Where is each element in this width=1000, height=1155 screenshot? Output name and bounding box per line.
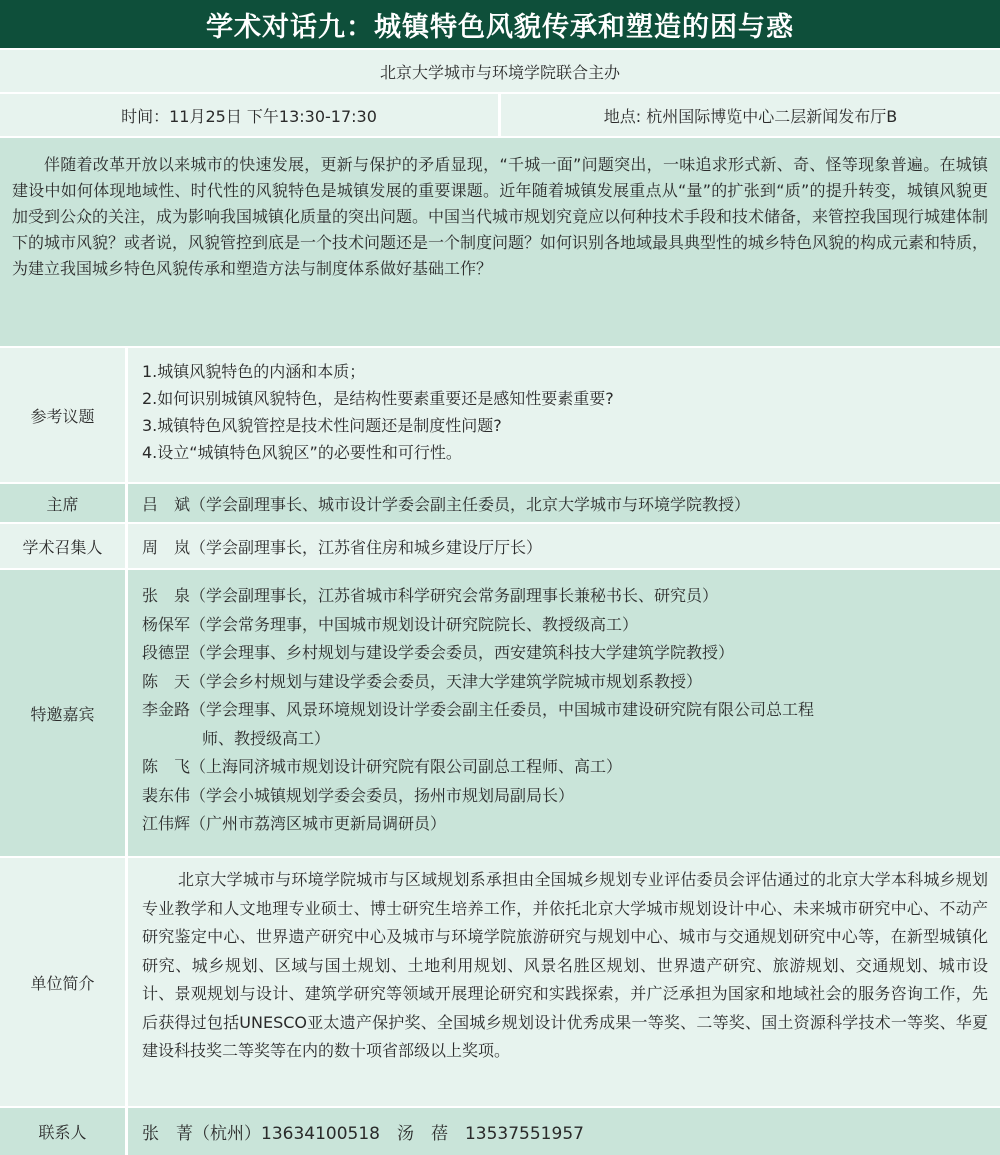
contact-label: 联系人 [0, 1108, 128, 1155]
time-location-row [0, 94, 1000, 136]
page-title: 学术对话九：城镇特色风貌传承和塑造的困与惑 [0, 0, 1000, 48]
convener-row [0, 524, 1000, 568]
chair-label: 主席 [0, 484, 128, 522]
guests-label: 特邀嘉宾 [0, 570, 128, 856]
topics-label: 参考议题 [0, 348, 128, 482]
convener-text: 周 岚（学会副理事长，江苏省住房和城乡建设厅厅长） [142, 537, 543, 557]
convener-label: 学术召集人 [0, 524, 128, 568]
guests-list [128, 570, 1000, 856]
topic-item: 3.城镇特色风貌管控是技术性问题还是制度性问题? [142, 416, 502, 435]
contact-row [0, 1108, 1000, 1155]
unit-label: 单位简介 [0, 858, 128, 1106]
topics-list [128, 348, 1000, 482]
event-location: 地点: 杭州国际博览中心二层新闻发布厅B [603, 106, 898, 126]
guest-item: 裴东伟（学会小城镇规划学委会委员，扬州市规划局副局长） [142, 785, 575, 805]
guest-item: 张 泉（学会副理事长，江苏省城市科学研究会常务副理事长兼秘书长、研究员） [142, 586, 719, 605]
intro-paragraph: 伴随着改革开放以来城市的快速发展，更新与保护的矛盾显现，“千城一面”问题突出，一味追求形式新、奇、怪等现象普遍。在城镇建设中如何体现地域性、时代性的风貌特色是城镇发展的重要课题。近年随着城镇发展重点从“量”的扩张到“质”的提升转变，城镇风貌更加受到公众的关注，成为影响我国城镇化质量的突出问题。中国当代城市规划究竟应以何种技术手段和技术储备，来管控我国现行城建体制下的城市风貌？或者说，风貌管控到底是一个技术问题还是一个制度问题？如何识别各地域最具典型性的城乡特色风貌的构成元素和特质，为建立我国城乡特色风貌传承和塑造方法与制度体系做好基础工作？ [0, 138, 1000, 346]
topics-row [0, 348, 1000, 482]
guest-item: 李金路（学会理事、风景环境规划设计学委会副主任委员，中国城市建设研究院有限公司总工程 [142, 700, 815, 719]
topic-item: 1.城镇风貌特色的内涵和本质； [142, 362, 366, 381]
unit-row [0, 858, 1000, 1106]
organizer-line: 北京大学城市与环境学院联合主办 [0, 50, 1000, 92]
guest-item: 陈 飞（上海同济城市规划设计研究院有限公司副总工程师、高工） [142, 757, 623, 776]
contact-text: 张 菁（杭州）13634100518 汤 蓓 13537551957 [142, 1124, 584, 1144]
chair-text: 吕 斌（学会副理事长、城市设计学委会副主任委员，北京大学城市与环境学院教授） [142, 494, 751, 514]
event-time: 时间：11月25日 下午13:30-17:30 [0, 94, 501, 136]
chair-row [0, 484, 1000, 522]
guest-item: 段德罡（学会理事、乡村规划与建设学委会委员，西安建筑科技大学建筑学院教授） [142, 643, 735, 662]
guest-item: 江伟辉（广州市荔湾区城市更新局调研员） [142, 814, 447, 833]
topic-item: 4.设立“城镇特色风貌区”的必要性和可行性。 [142, 443, 462, 462]
guest-item: 陈 天（学会乡村规划与建设学委会委员，天津大学建筑学院城市规划系教授） [142, 671, 703, 691]
guest-item: 杨保军（学会常务理事，中国城市规划设计研究院院长、教授级高工） [142, 614, 639, 634]
unit-text: 北京大学城市与环境学院城市与区域规划系承担由全国城乡规划专业评估委员会评估通过的北京大学本科城乡规划专业教学和人文地理专业硕士、博士研究生培养工作，并依托北京大学城市规划设计中心、未来城市研究中心、不动产研究鉴定中心、世界遗产研究中心及城市与环境学院旅游研究与规划中心、城市与交通规划研究中心等，在新型城镇化研究、城乡规划、区域与国土规划、土地利用规划、风景名胜区规划、世界遗产研究、旅游规划、交通规划、城市设计、景观规划与设计、建筑学研究等领域开展理论研究和实践探索，并广泛承担为国家和地域社会的服务咨询工作，先后获得过包括UNESCO亚太遗产保护奖、全国城乡规划设计优秀成果一等奖、二等奖、国土资源科学技术一等奖、华夏建设科技奖二等奖等在内的数十项省部级以上奖项。 [142, 870, 988, 1060]
topic-item: 2.如何识别城镇风貌特色，是结构性要素重要还是感知性要素重要? [142, 389, 614, 408]
guests-row [0, 570, 1000, 856]
guest-item-continuation: 师、教授级高工） [202, 728, 331, 748]
